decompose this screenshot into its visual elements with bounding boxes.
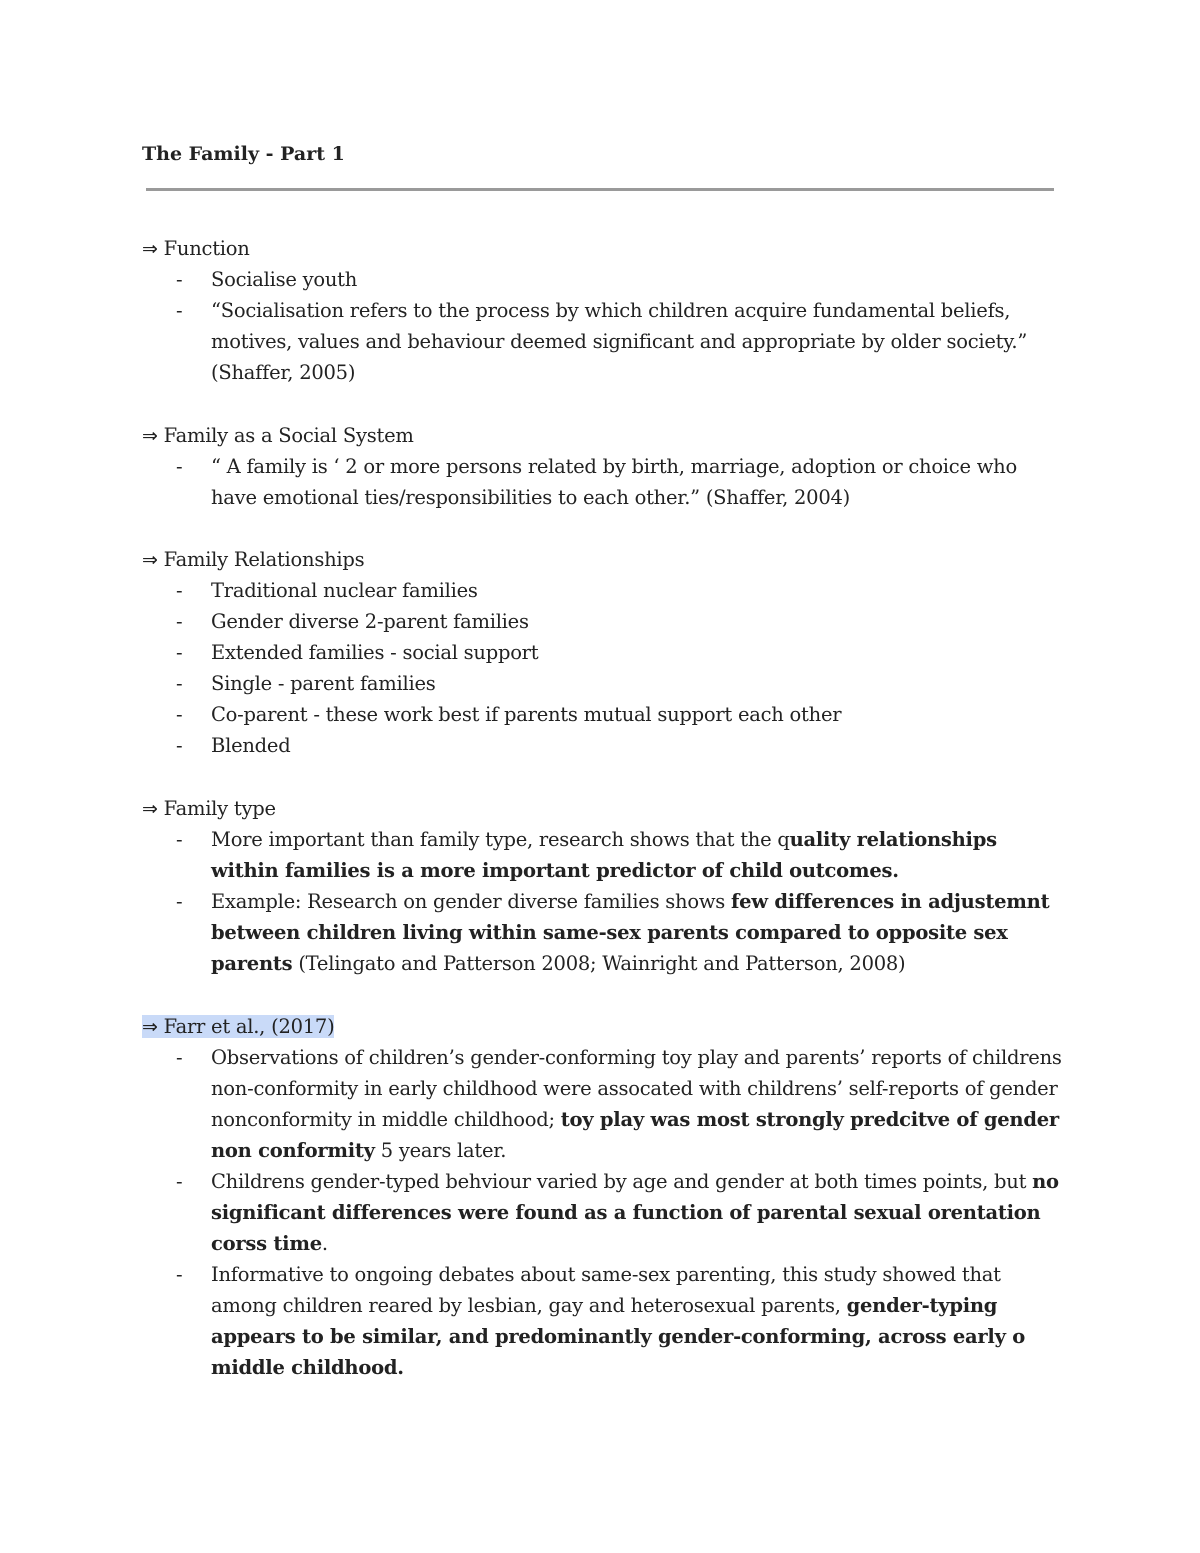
- dash-bullet-icon: -: [176, 1170, 183, 1193]
- dash-bullet-icon: -: [176, 1263, 183, 1286]
- section-heading-text: Family type: [163, 797, 276, 820]
- section-farr-et-al: [142, 1011, 1062, 1383]
- list-item-text: Co-parent - these work best if parents mutual support each other: [211, 703, 842, 726]
- bullet-list: [142, 824, 1062, 979]
- list-item-emphasis: toy play was most strongly predcitve of gender non conformity: [211, 1108, 1059, 1162]
- list-item-text: Extended families - social support: [211, 641, 539, 664]
- section-function: [142, 233, 1062, 388]
- section-heading: [142, 544, 1062, 575]
- list-item: [142, 637, 1062, 668]
- bullet-list: [142, 264, 1062, 388]
- bullet-list: [142, 575, 1062, 761]
- arrow-icon: ⇒: [142, 425, 158, 447]
- list-item-text-tail: .: [321, 1232, 328, 1255]
- dash-bullet-icon: -: [176, 641, 183, 664]
- section-family-type: [142, 793, 1062, 979]
- list-item-emphasis: gender-typing appears to be similar, and predominantly gender-conforming, across early o middle childhood.: [211, 1294, 1025, 1379]
- list-item-text: Informative to ongoing debates about same-sex parenting, this study showed that among children reared by lesbian, gay and heterosexual parents,: [211, 1263, 1001, 1317]
- dash-bullet-icon: -: [176, 610, 183, 633]
- section-heading: [142, 420, 1062, 451]
- bullet-list: [142, 1042, 1062, 1383]
- list-item: [142, 668, 1062, 699]
- list-item-text: Example: Research on gender diverse families shows: [211, 890, 731, 913]
- section-heading-text: Family as a Social System: [163, 424, 414, 447]
- list-item: [142, 886, 1062, 979]
- arrow-icon: ⇒: [142, 1016, 158, 1038]
- dash-bullet-icon: -: [176, 268, 183, 291]
- list-item: [142, 1259, 1062, 1383]
- list-item-text: “ A family is ‘ 2 or more persons related by birth, marriage, adoption or choice who have emotional ties/responsibilities to each other.” (Shaffer, 2004): [211, 455, 1017, 509]
- list-item-text: Single - parent families: [211, 672, 436, 695]
- dash-bullet-icon: -: [176, 672, 183, 695]
- page-title: The Family - Part 1: [142, 143, 345, 165]
- section-family-relationships: [142, 544, 1062, 761]
- list-item-text: Observations of children’s gender-conforming toy play and parents’ reports of childrens non-conformity in early childhood were assocated with childrens’ self-reports of gender nonconformity in middle childhood;: [211, 1046, 1062, 1131]
- dash-bullet-icon: -: [176, 828, 183, 851]
- list-item-text: Blended: [211, 734, 291, 757]
- list-item: [142, 1042, 1062, 1166]
- dash-bullet-icon: -: [176, 703, 183, 726]
- arrow-icon: ⇒: [142, 549, 158, 571]
- list-item-text: “Socialisation refers to the process by which children acquire fundamental beliefs, motives, values and behaviour deemed significant and appropriate by older society.” (Shaffer, 2005): [211, 299, 1028, 384]
- dash-bullet-icon: -: [176, 890, 183, 913]
- list-item-text-tail: 5 years later.: [374, 1139, 507, 1162]
- arrow-icon: ⇒: [142, 798, 158, 820]
- list-item: [142, 699, 1062, 730]
- list-item-text: Traditional nuclear families: [211, 579, 478, 602]
- list-item: [142, 730, 1062, 761]
- section-heading: [142, 793, 1062, 824]
- horizontal-rule: [146, 188, 1054, 191]
- list-item-text: More important than family type, research shows that the q: [211, 828, 790, 851]
- section-social-system: [142, 420, 1062, 513]
- list-item: [142, 451, 1062, 513]
- section-heading: [142, 1011, 1062, 1042]
- arrow-icon: ⇒: [142, 238, 158, 260]
- list-item: [142, 295, 1062, 388]
- section-heading-text: Family Relationships: [163, 548, 365, 571]
- list-item-emphasis: uality relationships within families is a more important predictor of child outcomes.: [211, 828, 997, 882]
- list-item: [142, 606, 1062, 637]
- list-item-text: Childrens gender-typed behviour varied by age and gender at both times points, but: [211, 1170, 1033, 1193]
- highlighted-heading: [142, 1015, 334, 1038]
- section-heading-text: Farr et al., (2017): [163, 1015, 335, 1038]
- list-item-emphasis: few differences in adjustemnt between children living within same-sex parents compared to opposite sex parents: [211, 890, 1050, 975]
- dash-bullet-icon: -: [176, 579, 183, 602]
- dash-bullet-icon: -: [176, 1046, 183, 1069]
- list-item: [142, 575, 1062, 606]
- list-item: [142, 1166, 1062, 1259]
- section-heading-text: Function: [163, 237, 250, 260]
- dash-bullet-icon: -: [176, 734, 183, 757]
- list-item-text: Socialise youth: [211, 268, 358, 291]
- list-item: [142, 824, 1062, 886]
- list-item-text: Gender diverse 2-parent families: [211, 610, 529, 633]
- list-item: [142, 264, 1062, 295]
- section-heading: [142, 233, 1062, 264]
- dash-bullet-icon: -: [176, 455, 183, 478]
- list-item-text-tail: (Telingato and Patterson 2008; Wainright and Patterson, 2008): [292, 952, 906, 975]
- list-item-emphasis: no significant differences were found as a function of parental sexual orentation corss time: [211, 1170, 1059, 1255]
- bullet-list: [142, 451, 1062, 513]
- dash-bullet-icon: -: [176, 299, 183, 322]
